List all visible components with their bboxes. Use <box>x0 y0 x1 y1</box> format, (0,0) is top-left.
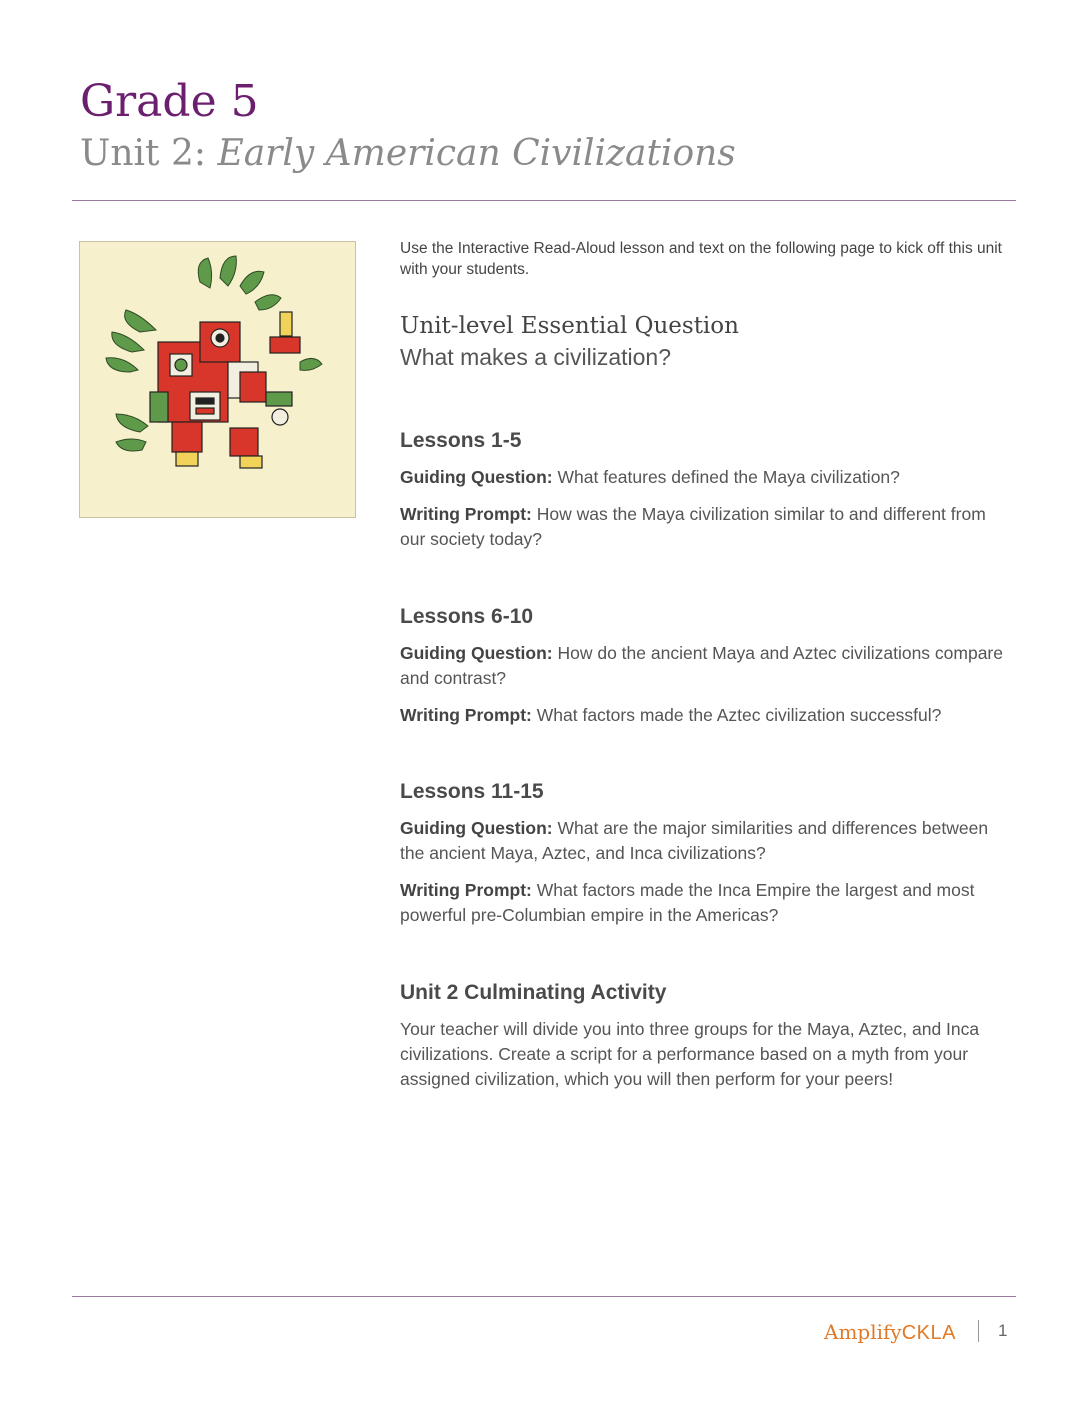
lessons-6-10-section <box>400 604 1012 728</box>
writing-prompt <box>400 502 1012 552</box>
guiding-question-text: What are the major similarities and differences between the ancient Maya, Aztec, and Inca civilizations? <box>400 818 989 864</box>
lessons-1-5-section <box>400 428 1012 552</box>
unit-title <box>80 134 736 174</box>
unit-prefix: Unit 2: <box>80 133 218 174</box>
lessons-11-15-section <box>400 779 1012 928</box>
footer-separator <box>978 1320 979 1342</box>
main-content <box>400 238 1012 1090</box>
grade-title: Grade 5 <box>80 76 259 127</box>
culminating-text: Your teacher will divide you into three groups for the Maya, Aztec, and Inca civilizations. Create a script for a performance based on a myth from your assigned civilization, which you will then perform for your peers! <box>400 1019 980 1090</box>
writing-prompt-text: What factors made the Aztec civilization successful? <box>531 705 942 726</box>
writing-prompt-text: What factors made the Inca Empire the largest and most powerful pre-Columbian empire in the Americas? <box>400 880 975 926</box>
essential-question-text: What makes a civilization? <box>400 343 671 370</box>
intro-text: Use the Interactive Read-Aloud lesson and text on the following page to kick off this unit with your students. <box>400 240 1002 278</box>
brand-ckla: CKLA <box>901 1322 956 1344</box>
guiding-question <box>400 641 1012 691</box>
writing-prompt-label: Writing Prompt: <box>400 705 532 726</box>
lesson-heading: Lessons 11-15 <box>400 780 544 803</box>
culminating-activity-section <box>400 980 1012 1092</box>
brand-amplify: Amplify <box>824 1320 902 1344</box>
writing-prompt <box>400 878 1012 928</box>
guiding-question-label: Guiding Question: <box>400 818 553 839</box>
culminating-heading: Unit 2 Culminating Activity <box>400 981 667 1004</box>
lesson-heading: Lessons 1-5 <box>400 429 522 452</box>
guiding-question-text: What features defined the Maya civilization? <box>552 467 900 488</box>
unit-name: Early American Civilizations <box>217 133 736 174</box>
amplify-ckla-logo <box>824 1320 956 1345</box>
guiding-question <box>400 465 1012 490</box>
page-number: 1 <box>998 1321 1008 1340</box>
writing-prompt <box>400 703 1012 728</box>
essential-question-heading: Unit-level Essential Question <box>400 313 739 339</box>
footer-divider <box>72 1296 1016 1297</box>
writing-prompt-label: Writing Prompt: <box>400 880 532 901</box>
guiding-question <box>400 816 1012 866</box>
lesson-heading: Lessons 6-10 <box>400 605 534 628</box>
writing-prompt-text: How was the Maya civilization similar to and different from our society today? <box>400 504 986 550</box>
writing-prompt-label: Writing Prompt: <box>400 504 532 525</box>
aztec-deity-illustration <box>79 241 356 518</box>
header-divider <box>72 200 1016 201</box>
guiding-question-label: Guiding Question: <box>400 643 553 664</box>
guiding-question-text: How do the ancient Maya and Aztec civilizations compare and contrast? <box>400 643 1003 689</box>
guiding-question-label: Guiding Question: <box>400 467 553 488</box>
